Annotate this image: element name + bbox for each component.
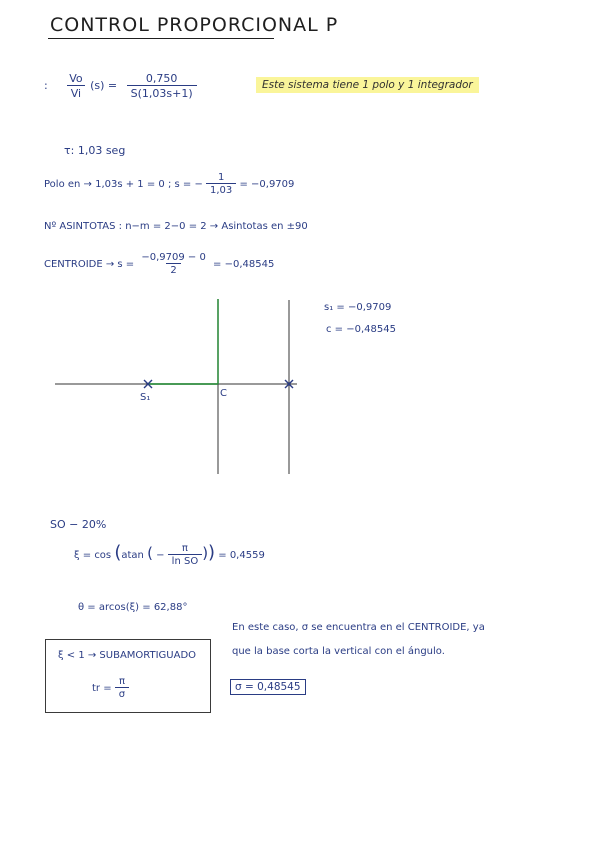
zeta-equation: ξ = cos (atan ( − $\frac{\pi}{\text{ln SO}}$ )) = 0,4559 xyxy=(74,542,265,567)
tf-prefix: : xyxy=(44,79,48,92)
asymptotes-line: Nº ASINTOTAS : n−m = 2−0 = 2 → Asintotas en ±90 xyxy=(44,221,308,232)
zeta-lead: ξ = cos xyxy=(74,550,112,561)
pole-result: = −0,9709 xyxy=(239,179,295,190)
tf-lhs-arg: (s) = xyxy=(90,79,118,92)
zeta-num: π xyxy=(181,543,188,554)
tr-num: π xyxy=(118,676,125,687)
plot-label-c: C xyxy=(220,388,227,399)
plot-note-c: c = −0,48545 xyxy=(326,324,396,335)
highlighted-note: Este sistema tiene 1 polo y 1 integrador xyxy=(256,77,479,93)
centroid-num: −0,9709 − 0 xyxy=(141,252,206,263)
pole-lead: Polo en → 1,03s + 1 = 0 ; s = − xyxy=(44,179,203,190)
plot-note-s1: s₁ = −0,9709 xyxy=(324,302,392,313)
zeta-den: ln SO xyxy=(168,554,203,567)
centroid-lead: CENTROIDE → s = xyxy=(44,259,135,270)
tf-den: S(1,03s+1) xyxy=(127,85,197,100)
overshoot: SO − 20% xyxy=(50,518,107,531)
tr-fraction xyxy=(115,676,129,700)
tr-lead: tr = xyxy=(92,683,112,694)
tr-den: σ xyxy=(115,687,129,700)
centroid-result: = −0,48545 xyxy=(213,259,275,270)
centroid-den: 2 xyxy=(166,263,180,276)
box-line-subamortiguado: ξ < 1 → SUBAMORTIGUADO xyxy=(58,650,197,661)
pole-frac-num: 1 xyxy=(217,172,225,183)
zeta-inner-lead: atan xyxy=(121,550,144,561)
rise-time-formula xyxy=(92,676,129,700)
tf-lhs-den: Vi xyxy=(67,85,85,100)
sigma-result-box: σ = 0,48545 xyxy=(230,679,306,695)
tf-lhs-num: Vo xyxy=(69,72,83,85)
page-title: CONTROL PROPORCIONAL P xyxy=(50,14,339,36)
tf-num: 0,750 xyxy=(145,72,178,85)
explanation-line-1: En este caso, σ se encuentra en el CENTROIDE, ya xyxy=(232,622,485,633)
explanation-line-2: que la base corta la vertical con el ángulo. xyxy=(232,646,445,657)
zeta-fraction xyxy=(168,543,203,567)
theta-equation: θ = arcos(ξ) = 62,88° xyxy=(78,602,188,613)
pole-frac-den: 1,03 xyxy=(206,183,236,196)
plot-label-s1: S₁ xyxy=(140,392,151,403)
time-constant: τ: 1,03 seg xyxy=(64,144,126,157)
zeta-result: = 0,4559 xyxy=(218,550,265,561)
